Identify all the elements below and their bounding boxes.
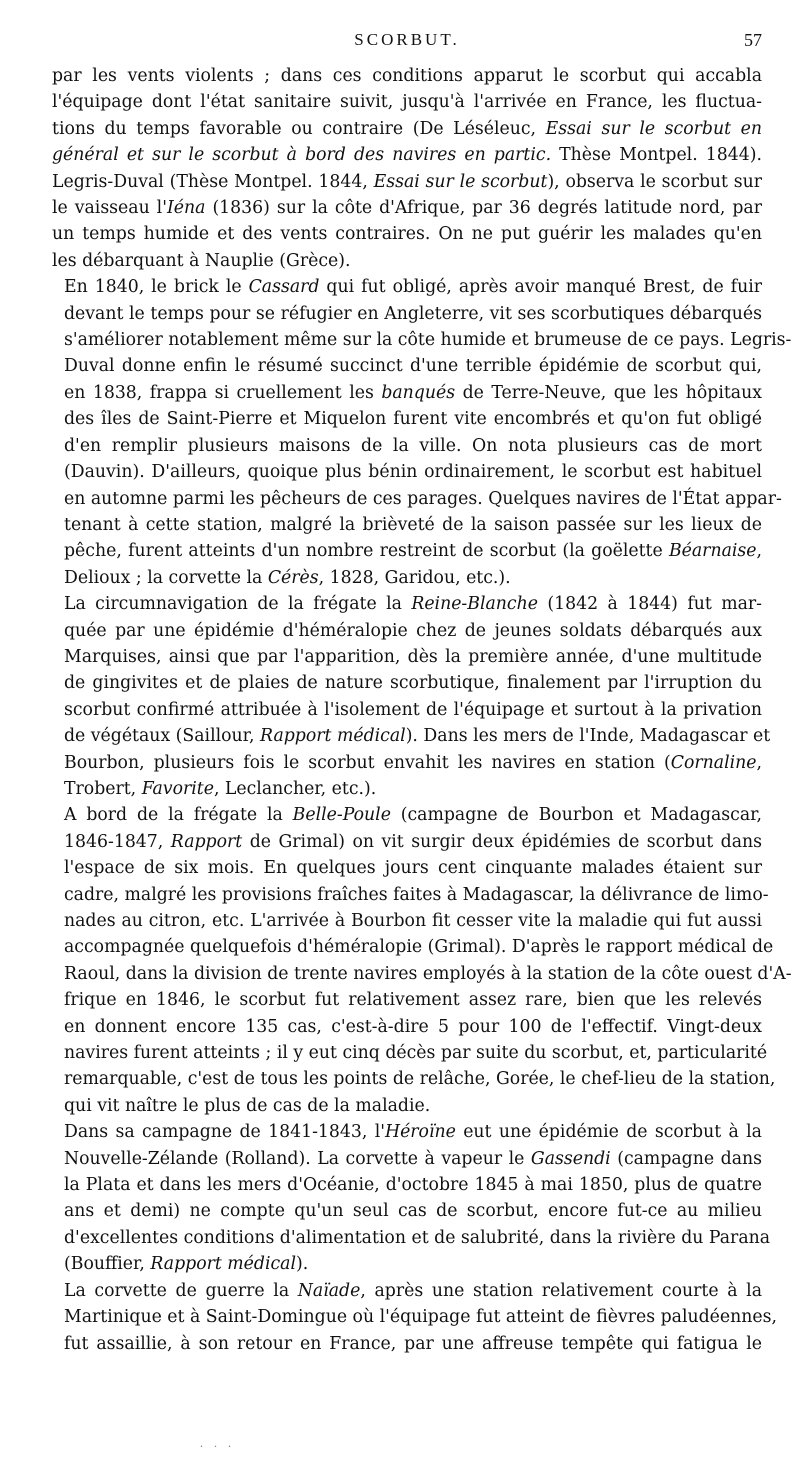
text-line: [52, 459, 762, 485]
text-run: La circumnavigation de la frégate la: [64, 594, 412, 615]
text-run: ans et demi) ne compte qu'un seul cas de scorbut, encore fut-ce au milieu: [64, 1201, 762, 1222]
text-run: pêche, furent atteints d'un nombre restreint de scorbut (la goëlette: [64, 541, 669, 562]
text-run: de gingivites et de plaies de nature scorbutique, finalement par l'irruption du: [64, 673, 762, 694]
text-run: l'espace de six mois. En quelques jours cent cinquante malades étaient sur: [64, 858, 762, 879]
text-line: [52, 406, 762, 432]
text-run: quée par une épidémie d'héméralopie chez de jeunes soldats débarqués aux: [64, 620, 762, 641]
italic-text: Cassard: [248, 277, 320, 298]
text-line: [52, 1066, 776, 1092]
text-line: [52, 353, 762, 379]
italic-text: général et sur le scorbut à bord des navires en partic.: [52, 145, 552, 166]
text-line: [52, 1172, 762, 1198]
text-run: (1836) sur la côte d'Afrique, par 36 degrés latitude nord, par: [205, 198, 762, 219]
text-line: [52, 670, 762, 696]
text-line: [52, 142, 762, 168]
text-line: [52, 195, 762, 221]
text-run: , 1828, Garidou, etc.).: [318, 567, 511, 588]
text-run: les débarquant à Nauplie (Grèce).: [52, 250, 351, 271]
text-run: (campagne dans: [610, 1148, 762, 1169]
text-run: le vaisseau l': [52, 198, 167, 219]
text-run: Dans sa campagne de 1841-1843, l': [64, 1122, 385, 1143]
text-line: [52, 1146, 762, 1172]
italic-text: Cérès: [267, 567, 319, 588]
text-run: d'excellentes conditions d'alimentation et de salubrité, dans la rivière du Parana: [64, 1227, 771, 1248]
text-run: Martinique et à Saint-Domingue où l'équipage fut atteint de fièvres paludéennes,: [64, 1307, 777, 1328]
text-run: en donnent encore 135 cas, c'est-à-dire 5 pour 100 de l'effectif. Vingt-deux: [64, 1016, 762, 1037]
text-run: Duval donne enfin le résumé succinct d'une terrible épidémie de scorbut qui,: [64, 356, 762, 377]
text-line: [52, 63, 762, 89]
text-run: tions du temps favorable ou contraire (De Léséleuc,: [52, 118, 546, 139]
text-run: navires furent atteints ; il y eut cinq décès par suite du scorbut, et, particularité: [64, 1043, 768, 1064]
text-run: remarquable, c'est de tous les points de relâche, Gorée, le chef-lieu de la station,: [64, 1069, 776, 1090]
italic-text: banqués: [381, 382, 456, 403]
text-line: [52, 934, 774, 960]
text-run: (Dauvin). D'ailleurs, quoique plus bénin ordinairement, le scorbut est habituel: [64, 462, 762, 483]
text-run: En 1840, le brick le: [64, 277, 249, 298]
text-run: devant le temps pour se réfugier en Angleterre, vit ses scorbutiques débarqués: [64, 303, 762, 324]
text-line: [52, 697, 762, 723]
text-run: ), observa le scorbut sur: [547, 171, 762, 192]
text-run: La corvette de guerre la: [64, 1280, 298, 1301]
paragraph: [52, 802, 792, 1119]
text-line: [52, 1119, 762, 1145]
text-run: Bourbon, plusieurs fois le scorbut envahit les navires en station (: [64, 752, 671, 773]
italic-text: Rapport: [170, 831, 243, 852]
text-run: Nouvelle-Zélande (Rolland). La corvette à vapeur le: [64, 1148, 531, 1169]
text-line: [52, 1093, 762, 1119]
text-run: , après une station relativement courte à la: [360, 1280, 762, 1301]
paragraph: [52, 591, 771, 802]
text-run: l'équipage dont l'état sanitaire suivit, jusqu'à l'arrivée en France, les fluctua-: [52, 92, 762, 113]
text-line: [52, 1331, 762, 1357]
text-line: [52, 327, 792, 353]
text-line: [52, 882, 769, 908]
text-run: de Grimal) on vit surgir deux épidémies de scorbut dans: [242, 831, 762, 852]
italic-text: Essai sur le scorbut: [373, 171, 548, 192]
footer-marks: . . .: [200, 1436, 235, 1450]
text-line: [52, 169, 762, 195]
italic-text: Belle-Poule: [292, 805, 391, 826]
body-text: [52, 63, 792, 1357]
paragraph: [52, 274, 792, 591]
text-run: ).: [296, 1254, 309, 1275]
text-line: [52, 486, 782, 512]
text-line: [52, 512, 762, 538]
page-number: 57: [744, 30, 762, 50]
italic-text: Béarnaise: [668, 541, 757, 562]
italic-text: Reine-Blanche: [411, 594, 538, 615]
text-line: [52, 723, 771, 749]
text-run: (campagne de Bourbon et Madagascar,: [390, 805, 762, 826]
text-line: [52, 1014, 762, 1040]
paragraph: [52, 1119, 771, 1277]
text-line: [52, 1198, 762, 1224]
text-line: [52, 644, 762, 670]
italic-text: Héroïne: [385, 1122, 456, 1143]
text-line: [52, 1278, 762, 1304]
text-line: [52, 248, 762, 274]
text-run: 1846-1847,: [64, 831, 171, 852]
running-title: SCORBUT.: [354, 30, 460, 49]
text-run: Legris-Duval (Thèse Montpel. 1844,: [52, 171, 374, 192]
italic-text: Gassendi: [530, 1148, 611, 1169]
text-line: [52, 802, 762, 828]
text-line: [52, 565, 762, 591]
text-line: [52, 750, 762, 776]
text-run: tenant à cette station, malgré la brièveté de la saison passée sur les lieux de: [64, 514, 762, 535]
text-run: s'améliorer notablement même sur la côte humide et brumeuse de ce pays. Legris-: [64, 330, 792, 351]
text-run: la Plata et dans les mers d'Océanie, d'octobre 1845 à mai 1850, plus de quatre: [64, 1175, 762, 1196]
text-line: [52, 89, 762, 115]
italic-text: Iéna: [166, 198, 206, 219]
text-run: (Bouffier,: [64, 1254, 151, 1275]
text-run: frique en 1846, le scorbut fut relativement assez rare, bien que les relevés: [64, 990, 762, 1011]
text-line: [52, 1225, 771, 1251]
text-run: qui vit naître le plus de cas de la maladie.: [64, 1095, 431, 1116]
text-run: nades au citron, etc. L'arrivée à Bourbon fit cesser vite la maladie qui fut aussi: [64, 911, 762, 931]
italic-text: Favorite: [141, 778, 214, 799]
text-line: [52, 301, 762, 327]
text-run: de Terre-Neuve, que les hôpitaux: [455, 382, 762, 403]
text-run: d'en remplir plusieurs maisons de la ville. On nota plusieurs cas de mort: [64, 435, 762, 456]
text-run: de végétaux (Saillour,: [64, 726, 261, 747]
text-run: fut assaillie, à son retour en France, par une affreuse tempête qui fatigua le: [64, 1333, 762, 1354]
text-run: Marquises, ainsi que par l'apparition, dès la première année, d'une multitude: [64, 646, 762, 667]
italic-text: Naïade: [297, 1280, 361, 1301]
italic-text: Rapport médical: [150, 1254, 297, 1275]
text-line: [52, 221, 762, 247]
text-line: [52, 433, 762, 459]
text-run: Raoul, dans la division de trente navires employés à la station de la côte ouest d'A-: [64, 963, 792, 984]
text-line: [52, 1251, 762, 1277]
text-line: [52, 829, 762, 855]
text-run: Trobert,: [64, 778, 142, 799]
text-run: cadre, malgré les provisions fraîches faites à Madagascar, la délivrance de limo-: [64, 884, 769, 905]
text-run: ). Dans les mers de l'Inde, Madagascar et: [405, 726, 771, 747]
text-line: [52, 591, 762, 617]
text-run: ,: [756, 541, 762, 562]
text-line: [52, 538, 762, 564]
text-line: [52, 116, 762, 142]
paragraph: [52, 1278, 777, 1357]
text-run: un temps humide et des vents contraires. On ne put guérir les malades qu'en: [52, 224, 762, 245]
text-run: eut une épidémie de scorbut à la: [455, 1122, 762, 1143]
text-line: [52, 961, 792, 987]
text-run: ,: [756, 752, 762, 773]
italic-text: Essai sur le scorbut en: [545, 118, 763, 139]
text-run: , Leclancher, etc.).: [213, 778, 377, 799]
text-line: [52, 1040, 768, 1066]
text-run: des îles de Saint-Pierre et Miquelon furent vite encombrés et qu'on fut obligé: [64, 409, 762, 430]
italic-text: Rapport médical: [260, 726, 406, 747]
paragraph: [52, 63, 762, 274]
text-line: [52, 274, 762, 300]
text-run: Delioux ; la corvette la: [64, 567, 268, 588]
text-line: [52, 618, 762, 644]
text-line: [52, 855, 762, 881]
text-run: en automne parmi les pêcheurs de ces parages. Quelques navires de l'État appar-: [64, 488, 782, 509]
text-line: [52, 987, 762, 1013]
text-line: [52, 776, 762, 802]
text-run: en 1838, frappa si cruellement les: [64, 382, 382, 403]
text-line: [52, 380, 762, 406]
text-run: (1842 à 1844) fut mar-: [537, 594, 762, 615]
text-line: [52, 1304, 777, 1330]
text-run: par les vents violents ; dans ces conditions apparut le scorbut qui accabla: [52, 66, 762, 86]
text-run: Thèse Montpel. 1844).: [551, 145, 762, 166]
page-header: [52, 30, 762, 60]
text-line: [52, 908, 762, 934]
text-run: scorbut confirmé attribuée à l'isolement de l'équipage et surtout à la privation: [64, 699, 762, 720]
italic-text: Cornaline: [670, 752, 757, 773]
text-run: qui fut obligé, après avoir manqué Brest, de fuir: [319, 277, 762, 298]
text-run: A bord de la frégate la: [64, 805, 293, 826]
text-run: accompagnée quelquefois d'héméralopie (Grimal). D'après le rapport médical de: [64, 937, 774, 958]
